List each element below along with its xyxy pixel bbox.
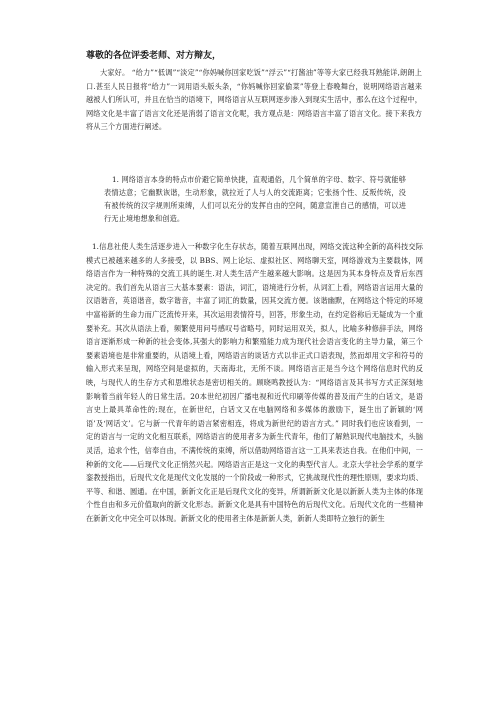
greeting-heading: 尊敬的各位评委老师、对方辩友， bbox=[86, 51, 222, 61]
point-one-paragraph: 1. 网络语言本身的特点市价避它简单快捷，直观通俗，几个简单的字母、数字、符号就能够表情达意；它幽默诙谐，生动形象，就拉近了人与人的交流距离；它张扬个性、反叛传统，没有被传统的汉字规则所束缚，人们可以充分的发挥自由的空间，随意宣泄自己的感情，可以进行无止境地想象和创造。 bbox=[104, 175, 406, 223]
argument-paragraph: 1.信息社使人类生活逐步进入一种数字化生存状态，随着互联网出现，网络交流这种全新的高科技交际模式已被越来越多的人多接受，以 BBS、网上论坛、虚拟社区、网络聊天室，网络游戏为主要载体，网络语言作为一种特殊的交流工具的诞生.对人类生活产生越来越大影响。这是因为其本身特点及背后东西决定的。我们首先从语言三大基本要素：语法，词汇，语境进行分析，从词汇上看，网络语言运用大量的汉语谐音，英语谐音，数字谐音，丰富了词汇的数量，因其交流方便。该谐幽默，在网络这个特定的环境中富裕新的生命力而广泛流传开来，其次运用表情符号，回答，形象生动，在约定俗称后无疑成为一个重要补充。其次从语法上看，频繁使用问号感叹号省略号，同时运用双关，拟人，比喻多种修辞手法，网络语言逐渐形成一种新的社会变体,其强大的影响力和繁殖能力成为现代社会语言变化的主导力量，第三个要素语境也是非常重要的，从语境上看，网络语言的谈话方式以非正式口语表现，然而却用文字和符号的输入形式来呈现，网络空间是虚拟的，天南海北，无所不谈。网络语言正是当今这个网络信息时代的反映，与现代人的生存方式和思维状态是密切相关的。顾晓鸣教授认为：“网络语言及其书写方式正深刻地影响着当前年轻人的日常生活。20本世纪初因广播电视和近代印刷等传媒的普及而产生的白话文，是语言史上最具革命性的;现在，在新世纪，白话文又在电脑网络和多媒体的激励下，诞生出了新颖的‘网语’及‘网话文’。它与新一代青年的语言紧密相连，将成为新世纪的语言方式。” 同时我们也应该看到，一定的语言与一定的文化相互联系，网络语言的使用者多为新生代青年，他们了解熟识现代电脑技术，头脑灵活，追求个性，信奉自由，不满传统的束缚，所以借助网络语言这一工具来表达自我。在他们中间，一种新的文化——后现代文化正悄然兴起。网络语言正是这一文化的典型代言人。北京大学社会学系的夏学銮教授指出，后现代文化是现代文化发展的一个阶段或一种形式，它挑战现代性的理性原则，要求均质、平等、和谐、圆通。在中国，新新文化正是后现代文化的变异，所谓新新文化是以新新人类为主体的体现个性自由和多元价值取向的新文化形态。新新文化是具有中国特色的后现代文化。后现代文化的一些精神在新新文化中完全可以体现。新新文化的使用者主体是新新人类，新新人类即特立独行的新生 bbox=[86, 242, 423, 523]
intro-paragraph: 大家好。 “给力”“低调”“淡定”“你妈喊你回家吃饭”“浮云”“打酱油”等等大家已经我耳熟能详,朗朗上口.甚至人民日报将“给力”一词用语头版头条，“你妈喊你回家偷菜”等登上春晚舞台，说明网络语言越来越被人们所认可，并且在恰当的语境下，网络语言从互联网逐步渗入到现实生活中，那么在这个过程中，网络文化是丰富了语言文化还是消弱了语言文化呢，我方观点是：网络语言丰富了语言文化。接下来我方将从三个方面进行阐述。 bbox=[86, 68, 422, 132]
